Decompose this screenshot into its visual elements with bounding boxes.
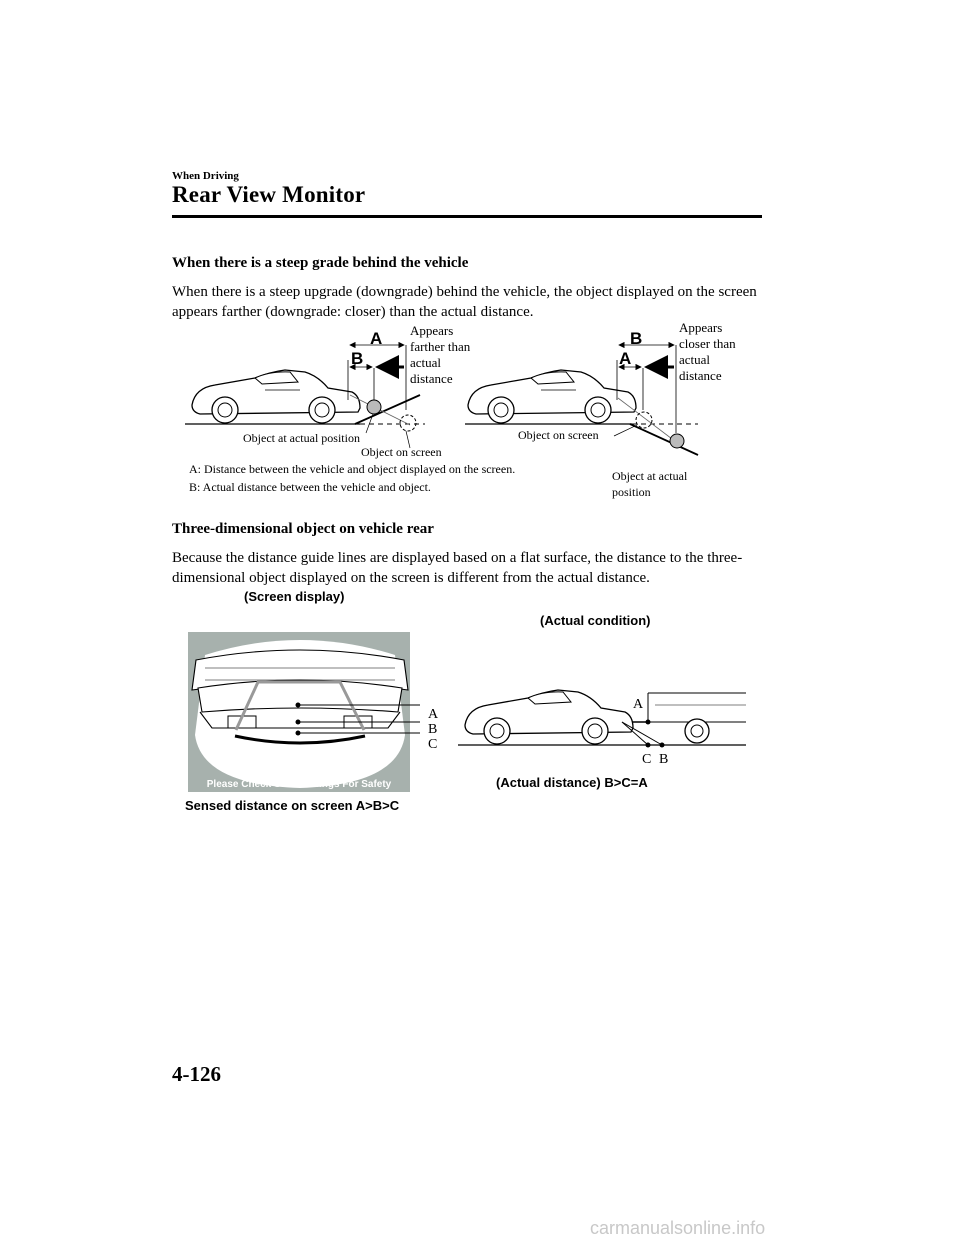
screen-label-a: A xyxy=(428,707,439,722)
three-dim-heading: Three-dimensional object on vehicle rear xyxy=(172,521,434,537)
page-title: Rear View Monitor xyxy=(172,182,366,207)
right-object-screen-label: Object on screen xyxy=(518,428,599,442)
sensed-distance-caption: Sensed distance on screen A>B>C xyxy=(185,798,400,813)
left-label-b: B xyxy=(351,349,364,368)
three-dim-paragraph: Because the distance guide lines are displayed based on a flat surface, the distance to the three-dimensional object displayed on the screen is different from the actual distance. xyxy=(172,550,743,586)
left-note-line: distance xyxy=(410,371,453,386)
right-note-line: closer than xyxy=(679,336,736,351)
screen-label-c: C xyxy=(428,737,438,752)
right-note-line: actual xyxy=(679,352,711,367)
actual-label-c: C xyxy=(642,752,652,767)
actual-label-b: B xyxy=(659,752,669,767)
legend-b: B: Actual distance between the vehicle and object. xyxy=(189,480,431,494)
steep-grade-paragraph: When there is a steep upgrade (downgrade) behind the vehicle, the object displayed on the screen appears farther (downgrade: closer) than the actual distance. xyxy=(172,284,757,320)
watermark: carmanualsonline.info xyxy=(590,1218,766,1238)
section-label: When Driving xyxy=(172,170,239,182)
actual-distance-caption: (Actual distance) B>C=A xyxy=(496,775,648,790)
left-object-screen-label: Object on screen xyxy=(361,445,442,459)
page-number: 4-126 xyxy=(172,1062,221,1086)
right-label-b: B xyxy=(630,329,643,348)
actual-condition-illustration xyxy=(458,690,746,748)
screen-display-panel xyxy=(188,632,420,792)
steep-grade-heading: When there is a steep grade behind the vehicle xyxy=(172,255,469,271)
right-note-line: distance xyxy=(679,368,722,383)
right-label-a: A xyxy=(619,349,632,368)
screen-label-b: B xyxy=(428,722,438,737)
left-label-a: A xyxy=(370,329,383,348)
left-note-line: farther than xyxy=(410,339,471,354)
legend-a: A: Distance between the vehicle and object displayed on the screen. xyxy=(189,462,516,476)
actual-label-a: A xyxy=(633,697,644,712)
left-note-line: Appears xyxy=(410,323,454,338)
left-note-line: actual xyxy=(410,355,442,370)
right-object-actual-label: Object at actual xyxy=(612,469,688,483)
left-object-actual-label: Object at actual position xyxy=(243,431,360,445)
right-note-line: Appears xyxy=(679,320,723,335)
screen-display-caption: (Screen display) xyxy=(244,589,345,604)
safety-text: Please Check Surroundings For Safety xyxy=(206,779,392,790)
actual-condition-caption: (Actual condition) xyxy=(540,613,651,628)
right-object-actual-label: position xyxy=(612,485,651,499)
